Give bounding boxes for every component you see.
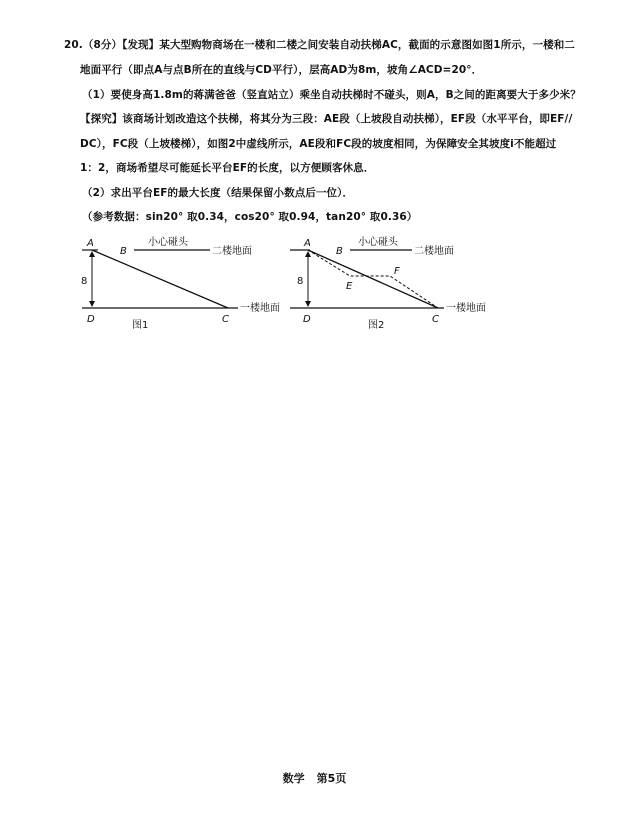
figure-2 — [288, 232, 508, 346]
footer-subject: 数学 — [282, 772, 305, 785]
fig2-down-arrow-icon — [305, 301, 311, 307]
question-line-3: （1）要使身高1.8m的蒋满爸爸（竖直站立）乘坐自动扶梯时不碰头，则A，B之间的距离要大于多少米？ — [82, 89, 581, 101]
fig2-label-b: B — [336, 246, 343, 257]
question-line-1: 20.（8分）【发现】某大型购物商场在一楼和二楼之间安装自动扶梯AC，截面的示意图如图1所示，一楼和二 — [64, 39, 575, 51]
question-line-7: （2）求出平台EF的最大长度（结果保留小数点后一位）． — [82, 187, 354, 199]
question-line-8: （参考数据：sin20° 取0.34，cos20° 取0.94，tan20° 取0.36） — [82, 211, 418, 223]
footer-page-number: 第5页 — [316, 772, 347, 785]
fig1-warning-label: 小心碰头 — [148, 237, 188, 248]
question-line-4: 【探究】该商场计划改造这个扶梯，将其分为三段：AE段（上坡段自动扶梯），EF段（水平平台，即EF// — [80, 113, 573, 125]
question-line-2: 地面平行（即点A与点B所在的直线与CD平行），层高AD为8m，坡角∠ACD=20°． — [80, 64, 483, 76]
fig2-lower-floor-label: 一楼地面 — [446, 303, 486, 314]
fig2-label-e: E — [346, 281, 353, 292]
fig1-label-a: A — [87, 238, 94, 249]
figure-1 — [70, 232, 280, 346]
fig2-up-arrow-icon — [305, 251, 311, 257]
fig1-escalator-line — [92, 250, 228, 308]
fig1-lower-floor-label: 一楼地面 — [240, 303, 280, 314]
fig1-up-arrow-icon — [89, 251, 95, 257]
fig2-label-a: A — [304, 238, 311, 249]
fig2-label-f: F — [394, 266, 400, 277]
fig1-caption: 图1 — [132, 320, 149, 331]
question-line-5: DC），FC段（上坡楼梯），如图2中虚线所示，AE段和FC段的坡度相同，为保障安全其坡度i不能超过 — [80, 138, 557, 150]
question-line-6: 1：2，商场希望尽可能延长平台EF的长度，以方便顾客休息． — [80, 162, 375, 174]
fig1-label-b: B — [120, 246, 127, 257]
fig2-escalator-line — [308, 250, 438, 308]
page-footer — [0, 770, 629, 786]
fig1-label-d: D — [87, 314, 95, 325]
fig1-label-c: C — [222, 314, 229, 325]
fig2-label-d: D — [303, 314, 311, 325]
fig2-label-c: C — [432, 314, 439, 325]
fig2-warning-label: 小心碰头 — [358, 237, 398, 248]
fig1-height-value: 8 — [81, 276, 88, 287]
fig2-caption: 图2 — [368, 320, 385, 331]
fig2-upper-floor-label: 二楼地面 — [414, 246, 454, 257]
fig1-down-arrow-icon — [89, 301, 95, 307]
fig2-height-value: 8 — [297, 276, 304, 287]
fig1-upper-floor-label: 二楼地面 — [212, 246, 252, 257]
